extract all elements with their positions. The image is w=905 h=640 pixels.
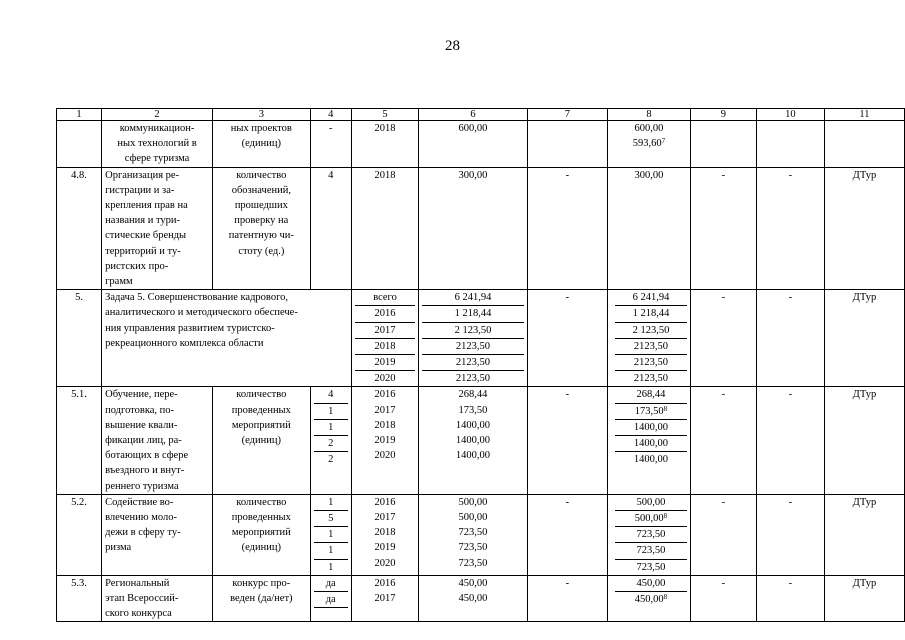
responsible: ДТур: [824, 290, 904, 387]
header-cell: 9: [690, 109, 756, 121]
col9: -: [690, 494, 756, 575]
header-cell: 2: [102, 109, 213, 121]
amount-col8-list: 500,00 500,00$^8$ 723,50 723,50 723,50: [607, 494, 690, 575]
amount-col8-list: 450,00 450,00$^8$: [607, 575, 690, 622]
table-row: [57, 387, 905, 494]
year: 2018: [351, 167, 419, 290]
indicator: конкурс про- веден (да/нет): [212, 575, 310, 622]
responsible: ДТур: [824, 494, 904, 575]
col9: -: [690, 290, 756, 387]
responsible: ДТур: [824, 387, 904, 494]
col9: -: [690, 167, 756, 290]
amount: 300,00: [419, 167, 527, 290]
amount-list: 268,44 173,50 1400,00 1400,00 1400,00: [419, 387, 527, 494]
col7: -: [527, 494, 607, 575]
activity-name: Содействие во- влечению моло- дежи в сферу ту- ризма: [102, 494, 213, 575]
year-list: всего 2016 2017 2018 2019 2020: [351, 290, 419, 387]
header-cell: 7: [527, 109, 607, 121]
col7: [527, 121, 607, 168]
indicator: количество обозначений, прошедших проверку на патентную чи- стоту (ед.): [212, 167, 310, 290]
table-row: [57, 494, 905, 575]
header-cell: 6: [419, 109, 527, 121]
header-cell: 3: [212, 109, 310, 121]
row-number: 4.8.: [57, 167, 102, 290]
amount: 600,00: [419, 121, 527, 168]
col10: [756, 121, 824, 168]
program-table: [56, 108, 905, 622]
col10: -: [756, 290, 824, 387]
activity-name: Организация ре- гистрации и за- крепления прав на названия и тури- стические бренды территорий и ту- ристских про- грамм: [102, 167, 213, 290]
row-number: 5.3.: [57, 575, 102, 622]
col10: -: [756, 575, 824, 622]
col7: -: [527, 167, 607, 290]
amount-col8: 300,00: [607, 167, 690, 290]
table-row: [57, 575, 905, 622]
indicator: количество проведенных мероприятий (единиц): [212, 494, 310, 575]
indicator-values: 4 1 1 2 2: [310, 387, 351, 494]
header-cell: 11: [824, 109, 904, 121]
activity-name: Обучение, пере- подготовка, по- вышение квали- фикации лиц, ра- ботающих в сфере въездного и внут- реннего туризма: [102, 387, 213, 494]
task-title: Задача 5. Совершенствование кадрового, аналитического и методического обеспече- ния управления развитием туристско- рекреационного комплекса области: [102, 290, 352, 387]
table-row: [57, 167, 905, 290]
responsible: ДТур: [824, 167, 904, 290]
indicator: количество проведенных мероприятий (единиц): [212, 387, 310, 494]
row-number: 5.: [57, 290, 102, 387]
col10: -: [756, 387, 824, 494]
amount-col8-list: 268,44 173,50$^8$ 1400,00 1400,00 1400,00: [607, 387, 690, 494]
indicator: ных проектов (единиц): [212, 121, 310, 168]
indicator-values: 1 5 1 1 1: [310, 494, 351, 575]
activity-name: Региональный этап Всероссий- ского конкурса: [102, 575, 213, 622]
year: 2018: [351, 121, 419, 168]
header-cell: 5: [351, 109, 419, 121]
col10: -: [756, 494, 824, 575]
activity-name: коммуникацион- ных технологий в сфере туризма: [102, 121, 213, 168]
table-row: [57, 290, 905, 387]
year-list: 2016 2017 2018 2019 2020: [351, 387, 419, 494]
col7: -: [527, 575, 607, 622]
col9: -: [690, 575, 756, 622]
indicator-value: -: [310, 121, 351, 168]
indicator-value: 4: [310, 167, 351, 290]
row-number: [57, 121, 102, 168]
page-number: 28: [445, 38, 460, 54]
row-number: 5.2.: [57, 494, 102, 575]
header-cell: 10: [756, 109, 824, 121]
col7: -: [527, 387, 607, 494]
year-list: 2016 2017: [351, 575, 419, 622]
col7: -: [527, 290, 607, 387]
col10: -: [756, 167, 824, 290]
amount-list: 6 241,94 1 218,44 2 123,50 2123,50 2123,50 2123,50: [419, 290, 527, 387]
responsible: ДТур: [824, 575, 904, 622]
indicator-values: да да: [310, 575, 351, 622]
amount-list: 450,00 450,00: [419, 575, 527, 622]
col9: [690, 121, 756, 168]
amount-col8-list: 6 241,94 1 218,44 2 123,50 2123,50 2123,50 2123,50: [607, 290, 690, 387]
amount-col8: 600,00 593,60$^7$: [607, 121, 690, 168]
year-list: 2016 2017 2018 2019 2020: [351, 494, 419, 575]
col9: -: [690, 387, 756, 494]
col11: [824, 121, 904, 168]
header-cell: 4: [310, 109, 351, 121]
header-row: [57, 109, 905, 121]
header-cell: 1: [57, 109, 102, 121]
row-number: 5.1.: [57, 387, 102, 494]
table-row: [57, 121, 905, 168]
header-cell: 8: [607, 109, 690, 121]
amount-list: 500,00 500,00 723,50 723,50 723,50: [419, 494, 527, 575]
